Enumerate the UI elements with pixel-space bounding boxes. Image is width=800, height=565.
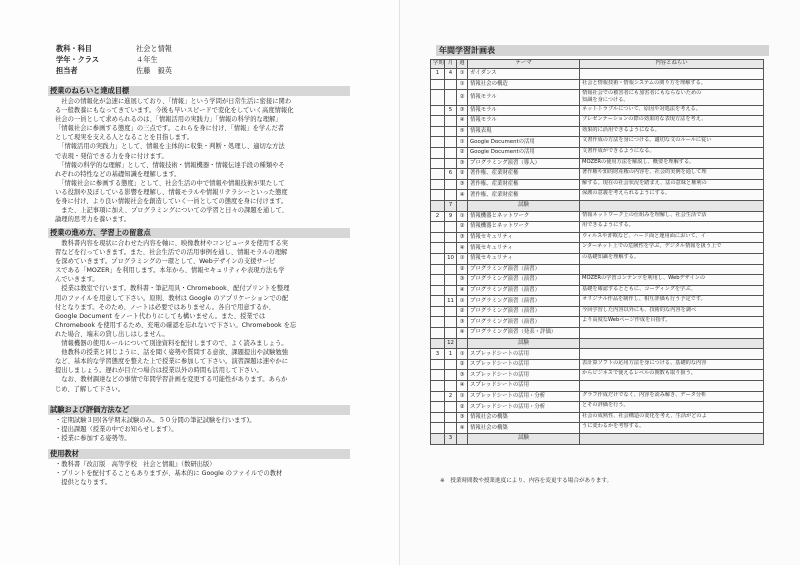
method-text: 教科書内容を現状に合わせた内容を軸に、映像教材やコンピュータを使用する実 習などを行っていきます。また、社会生活での活用事例を通し、情報モラルの理解 を深めていきます。プログラミングの一環として、Webデザインの支援サービ スである「MOZER」を利用します。本年から、情報セキュリティや表現方法も学 んでいきます。 授業は教室で行います。教科書・筆記用具・Chromebook、配付プリントを整理 用のファイルを用意して下さい。原則、教材は Google のアプリケーションでの配 付となります。そのため、ノートは必要ではありません。各自で用意するか、 Google Document をノート代わりにしても構いません。また、授業では Chromebook を使用するため、充電の確認を忘れないで下さい。Chromebook を忘 れた場合、端末の貸し出しはしません。 情報機器の使用ルールについて別途資料を配付しますので、よく読みましょう。 他教科の授業と同じように、話を聞く姿勢や質問する意欲、課題提出や試験勉強 など、基本的な学習態度を整えた上で授業に参加して下さい。演習課題は速やかに 提出しましょう。遅れが目立つ場合は授業以外の時間も活用して下さい。 なお、教材調達などの事情で年間学習計画を変更する可能性があります。あらか じめ、了解して下さい。: [55, 240, 297, 393]
plan-theme-cell: プログラミング演習（演習）: [468, 275, 580, 286]
plan-term-cell: [431, 179, 445, 190]
plan-row: [431, 137, 764, 148]
plan-week-cell: ③: [457, 275, 468, 286]
goals-text: 社会の情報化が急速に進展しており、「情報」という学問が日常生活に密接に関わ る一般教養にもなってきています。今後も早いスピードで変化をしていく高度情報化 社会の一員として求められるのは、「情報活用の実践力」「情報の科学的な理解」 「情報社会に参画する態度」の三点です。これらを身に付け、「情報」を学んだ者 として現実を支える人となることを目指します。 「情報活用の実践力」として、情報を主体的に収集・判断・処理し、適切な方法 で表現・発信できる力を身に付けます。 「情報の科学的な理解」として、情報技術・情報機器・情報伝達手段の種類やそ れぞれの特性などの基礎知識を理解します。 「情報社会に参画する態度」として、社会生活の中で情報や情報技術が果たして いる役割や及ぼしている影響を理解し、情報モラルや情報リテラシーといった態度 を身に付け、より良い情報社会を創造していく一員としての態度を身に付けます。 また、上記事項に加え、プログラミングについての学習と日々の課題を通して、 論理的思考力を養います。: [55, 98, 294, 224]
plan-week-cell: ④: [457, 116, 468, 127]
plan-month-cell: [445, 264, 457, 275]
grade-label: 学年・クラス: [56, 55, 99, 64]
plan-aim-cell: [580, 434, 764, 445]
materials-heading: 使用教材: [48, 449, 350, 459]
plan-aim-cell: 社会と情報技術・情報システムの関り方を理解する。: [580, 79, 764, 90]
plan-term-cell: 3: [431, 349, 445, 360]
plan-row: [431, 105, 764, 116]
plan-theme-cell: 情報社会の構築: [468, 412, 580, 423]
plan-row: [431, 179, 764, 190]
plan-theme-cell: プログラミング演習（演習）: [468, 285, 580, 296]
plan-aim-cell: [580, 200, 764, 211]
plan-month-cell: 7: [445, 200, 457, 211]
plan-row: [431, 126, 764, 137]
plan-row: [431, 402, 764, 413]
plan-row: [431, 169, 764, 180]
plan-aim-cell: 情報ネットワーク上の仕組みを理解し、社会生活で活: [580, 211, 764, 222]
plan-week-cell: ④: [457, 285, 468, 296]
plan-row: [431, 243, 764, 254]
plan-term-cell: [431, 370, 445, 381]
plan-week-cell: ①: [457, 79, 468, 90]
plan-month-cell: [445, 137, 457, 148]
plan-theme-cell: 情報社会の構造: [468, 79, 580, 90]
plan-month-cell: 5: [445, 105, 457, 116]
plan-month-cell: 3: [445, 434, 457, 445]
plan-theme-cell: スプレッドシートの活用: [468, 359, 580, 370]
plan-month-cell: [445, 222, 457, 233]
plan-theme-cell: 情報機器とネットワーク: [468, 211, 580, 222]
plan-month-cell: 10: [445, 253, 457, 264]
plan-term-cell: [431, 137, 445, 148]
plan-aim-cell: MOZERの学習コンテンツを利用し、Webデザインの: [580, 275, 764, 286]
plan-term-cell: [431, 434, 445, 445]
plan-aim-cell: ウィルスや詐欺など、ハード面と運用面において、イ: [580, 232, 764, 243]
plan-footnote: ※ 授業時間数や授業進度により、内容を変更する場合があります。: [440, 478, 613, 484]
plan-theme-cell: Google Documentの活用: [468, 147, 580, 158]
plan-term-cell: [431, 359, 445, 370]
plan-month-cell: [445, 79, 457, 90]
plan-theme-cell: スプレッドシートの活用・分析: [468, 402, 580, 413]
subject-label: 教科・科目: [56, 44, 92, 53]
plan-row: [431, 328, 764, 339]
plan-month-cell: 6: [445, 169, 457, 180]
plan-month-cell: [445, 359, 457, 370]
plan-test-row: [431, 434, 764, 445]
plan-term-cell: [431, 116, 445, 127]
plan-term-cell: [431, 412, 445, 423]
plan-week-cell: ①: [457, 137, 468, 148]
plan-month-cell: [445, 328, 457, 339]
plan-theme-cell: プログラミング演習（演習）: [468, 306, 580, 317]
plan-row: [431, 158, 764, 169]
plan-aim-cell: からビジネスで使えるレベルの関数も取り扱う。: [580, 370, 764, 381]
plan-week-cell: ④: [457, 190, 468, 201]
plan-week-cell: ②: [457, 306, 468, 317]
plan-month-cell: [445, 116, 457, 127]
plan-week-cell: [457, 338, 468, 349]
plan-term-cell: [431, 338, 445, 349]
plan-term-cell: [431, 90, 445, 105]
plan-week-cell: ②: [457, 402, 468, 413]
plan-week-cell: ②: [457, 359, 468, 370]
header-theme: テーマ: [468, 60, 580, 69]
plan-aim-cell: [580, 264, 764, 275]
plan-theme-cell: スプレッドシートの活用: [468, 349, 580, 360]
plan-month-cell: [445, 402, 457, 413]
plan-row: [431, 232, 764, 243]
grade-row: [56, 54, 172, 65]
plan-test-row: [431, 200, 764, 211]
plan-table: [430, 59, 764, 445]
plan-month-cell: [445, 285, 457, 296]
plan-theme-cell: 情報モラル: [468, 90, 580, 105]
materials-text: ・教科書『改訂版 高等学校 社会と情報』（数研出版） ・プリントを配付することもありますが、基本的に Google のファイルでの教材 提供となります。: [55, 461, 283, 487]
plan-row: [431, 381, 764, 392]
teacher-row: [56, 65, 172, 76]
plan-week-cell: ③: [457, 317, 468, 328]
plan-week-cell: ④: [457, 328, 468, 339]
plan-month-cell: 2: [445, 391, 457, 402]
plan-theme-cell: 情報セキュリティ: [468, 243, 580, 254]
plan-term-cell: [431, 190, 445, 201]
plan-month-cell: 4: [445, 69, 457, 80]
plan-aim-cell: ネットトラブルについて、原因や対処法を考える。: [580, 105, 764, 116]
plan-term-cell: [431, 105, 445, 116]
plan-row: [431, 412, 764, 423]
plan-term-cell: [431, 391, 445, 402]
plan-term-cell: [431, 306, 445, 317]
goals-heading: 授業のねらいと達成目標: [48, 86, 350, 96]
plan-aim-cell: [580, 338, 764, 349]
plan-aim-cell: 文書作成の方法を身につける。適切な文のルールに従い: [580, 137, 764, 148]
plan-term-cell: [431, 147, 445, 158]
plan-term-cell: [431, 381, 445, 392]
header-term: 学期: [431, 60, 445, 69]
plan-aim-cell: 社会の成熟性、社会構造の変化を考え、生活がどのよ: [580, 412, 764, 423]
plan-week-cell: ②: [457, 222, 468, 233]
plan-aim-cell: より高度なWebページ作成を目指す。: [580, 317, 764, 328]
plan-row: [431, 423, 764, 434]
plan-aim-cell: MOZERの使用方法を解説し、概要を理解する。: [580, 158, 764, 169]
plan-month-cell: [445, 158, 457, 169]
header-aim: 内容とねらい: [580, 60, 764, 69]
plan-theme-cell: 情報機器とネットワーク: [468, 222, 580, 233]
plan-term-cell: [431, 275, 445, 286]
plan-theme-cell: プログラミング演習（演習）: [468, 264, 580, 275]
plan-theme-cell: 著作権、産業財産権: [468, 179, 580, 190]
evaluation-heading: 試験および評価方法など: [48, 405, 350, 415]
plan-theme-cell: 情報モラル: [468, 105, 580, 116]
plan-row: [431, 79, 764, 90]
plan-aim-cell: うに変わるかを考察する。: [580, 423, 764, 434]
plan-term-cell: [431, 158, 445, 169]
header-month: 月: [445, 60, 457, 69]
plan-aim-cell: 文書作成ができるようになる。: [580, 147, 764, 158]
plan-theme-cell: 情報セキュリティ: [468, 253, 580, 264]
plan-aim-cell: [580, 381, 764, 392]
header-week: 週: [457, 60, 468, 69]
plan-month-cell: [445, 147, 457, 158]
plan-title: 年間学習計画表: [436, 45, 769, 56]
plan-row: [431, 275, 764, 286]
plan-week-cell: ⑤: [457, 126, 468, 137]
plan-week-cell: ②: [457, 90, 468, 105]
plan-term-cell: [431, 222, 445, 233]
plan-body: [431, 69, 764, 445]
teacher-value: 佐藤 毅英: [136, 66, 172, 75]
plan-term-cell: [431, 126, 445, 137]
plan-week-cell: ②: [457, 169, 468, 180]
plan-aim-cell: 用できるようにする。: [580, 222, 764, 233]
plan-header-row: [431, 60, 764, 69]
plan-theme-cell: Google Documentの活用: [468, 137, 580, 148]
plan-aim-cell: ンターネット上での危険性を学ぶ。デジタル情報を扱う上で: [580, 243, 764, 254]
plan-month-cell: [445, 381, 457, 392]
plan-theme-cell: プログラミング演習（発表・評価）: [468, 328, 580, 339]
plan-row: [431, 264, 764, 275]
plan-term-cell: [431, 264, 445, 275]
plan-term-cell: 1: [431, 69, 445, 80]
plan-aim-cell: とその評価を行う。: [580, 402, 764, 413]
plan-row: [431, 211, 764, 222]
plan-month-cell: [445, 412, 457, 423]
plan-row: [431, 116, 764, 127]
plan-aim-cell: 情報社会での被害者にも加害者にもならないための 知識を身につける。: [580, 90, 764, 105]
plan-theme-cell: 情報セキュリティ: [468, 232, 580, 243]
plan-month-cell: [445, 243, 457, 254]
plan-row: [431, 147, 764, 158]
evaluation-text: ・定期試験３回(各学期末試験のみ。５０分間の筆記試験を行います)。 ・提出課題（授業の中でお知らせします）。 ・授業に参加する姿勢等。: [55, 417, 256, 443]
plan-month-cell: [445, 190, 457, 201]
plan-week-cell: [457, 200, 468, 211]
subject-row: [56, 43, 172, 54]
plan-week-cell: ②: [457, 147, 468, 158]
plan-theme-cell: ガイダンス: [468, 69, 580, 80]
plan-theme-cell: プログラミング演習（演習）: [468, 296, 580, 307]
plan-aim-cell: [580, 349, 764, 360]
plan-month-cell: 9: [445, 211, 457, 222]
plan-month-cell: [445, 275, 457, 286]
plan-term-cell: [431, 79, 445, 90]
plan-term-cell: [431, 317, 445, 328]
plan-month-cell: [445, 370, 457, 381]
teacher-label: 担当者: [56, 66, 78, 75]
plan-month-cell: [445, 232, 457, 243]
plan-theme-cell: 試験: [468, 200, 580, 211]
plan-term-cell: [431, 328, 445, 339]
plan-term-cell: [431, 402, 445, 413]
plan-week-cell: ①: [457, 349, 468, 360]
plan-row: [431, 317, 764, 328]
plan-row: [431, 359, 764, 370]
plan-week-cell: ①: [457, 253, 468, 264]
plan-month-cell: 1: [445, 349, 457, 360]
plan-theme-cell: 情報社会の構築: [468, 423, 580, 434]
plan-row: [431, 370, 764, 381]
plan-aim-cell: 解する。現在の社会状況を踏まえ、法の意味と権利の: [580, 179, 764, 190]
plan-row: [431, 296, 764, 307]
plan-week-cell: [457, 434, 468, 445]
plan-week-cell: ④: [457, 243, 468, 254]
plan-week-cell: ③: [457, 412, 468, 423]
plan-week-cell: ③: [457, 370, 468, 381]
plan-week-cell: ③: [457, 105, 468, 116]
plan-term-cell: [431, 423, 445, 434]
plan-week-cell: ④: [457, 423, 468, 434]
plan-term-cell: [431, 296, 445, 307]
plan-aim-cell: 著作権や知的財産権の内容を、社会的実例を通して理: [580, 169, 764, 180]
plan-row: [431, 285, 764, 296]
plan-theme-cell: スプレッドシートの活用: [468, 370, 580, 381]
plan-row: [431, 190, 764, 201]
plan-week-cell: ①: [457, 69, 468, 80]
plan-aim-cell: 保護の意義を考えられるようにする。: [580, 190, 764, 201]
plan-aim-cell: [580, 328, 764, 339]
plan-week-cell: ①: [457, 296, 468, 307]
plan-row: [431, 391, 764, 402]
plan-month-cell: 11: [445, 296, 457, 307]
plan-term-cell: [431, 253, 445, 264]
plan-term-cell: [431, 200, 445, 211]
method-heading: 授業の進め方、学習上の留意点: [48, 228, 350, 238]
plan-theme-cell: 著作権、産業財産権: [468, 169, 580, 180]
plan-week-cell: ③: [457, 232, 468, 243]
plan-aim-cell: 基礎を確認するとともに、コーディングを学ぶ。: [580, 285, 764, 296]
course-info: [56, 43, 172, 76]
plan-theme-cell: プログラミング演習（導入）: [468, 158, 580, 169]
plan-theme-cell: 試験: [468, 434, 580, 445]
plan-month-cell: [445, 90, 457, 105]
plan-week-cell: ③: [457, 158, 468, 169]
plan-month-cell: [445, 306, 457, 317]
plan-aim-cell: プレゼンテーションの際の効果的な表現方法を考え、: [580, 116, 764, 127]
plan-aim-cell: グラフ作成だけでなく、内容を読み解き、データ分析: [580, 391, 764, 402]
plan-row: [431, 90, 764, 105]
plan-month-cell: [445, 423, 457, 434]
plan-term-cell: [431, 285, 445, 296]
plan-theme-cell: 著作権、産業財産権: [468, 190, 580, 201]
plan-aim-cell: [580, 69, 764, 80]
plan-month-cell: [445, 317, 457, 328]
plan-month-cell: 12: [445, 338, 457, 349]
plan-term-cell: 2: [431, 211, 445, 222]
plan-row: [431, 253, 764, 264]
plan-month-cell: [445, 179, 457, 190]
plan-aim-cell: 効果的に活用できるようになる。: [580, 126, 764, 137]
plan-week-cell: ③: [457, 179, 468, 190]
plan-theme-cell: 情報表現: [468, 126, 580, 137]
plan-theme-cell: スプレッドシートの活用: [468, 381, 580, 392]
plan-month-cell: [445, 126, 457, 137]
plan-row: [431, 222, 764, 233]
plan-theme-cell: プログラミング演習（演習）: [468, 317, 580, 328]
grade-value: ４年生: [136, 55, 158, 64]
subject-value: 社会と情報: [136, 44, 172, 53]
plan-row: [431, 349, 764, 360]
plan-theme-cell: 情報モラル: [468, 116, 580, 127]
plan-week-cell: ②: [457, 264, 468, 275]
plan-test-row: [431, 338, 764, 349]
plan-aim-cell: 今回学習した内容以外にも、技術的な内容を調べ: [580, 306, 764, 317]
plan-term-cell: [431, 232, 445, 243]
plan-theme-cell: 試験: [468, 338, 580, 349]
plan-aim-cell: 表計算ソフトの応用方法を身につける。基礎的な内容: [580, 359, 764, 370]
plan-aim-cell: の基礎知識を理解する。: [580, 253, 764, 264]
plan-week-cell: ①: [457, 211, 468, 222]
plan-week-cell: ④: [457, 381, 468, 392]
plan-row: [431, 306, 764, 317]
plan-term-cell: [431, 169, 445, 180]
plan-aim-cell: オリジナル作品を制作し、相互評価も行う予定です。: [580, 296, 764, 307]
plan-term-cell: [431, 243, 445, 254]
plan-theme-cell: スプレッドシートの活用・分析: [468, 391, 580, 402]
plan-row: [431, 69, 764, 80]
plan-week-cell: ①: [457, 391, 468, 402]
